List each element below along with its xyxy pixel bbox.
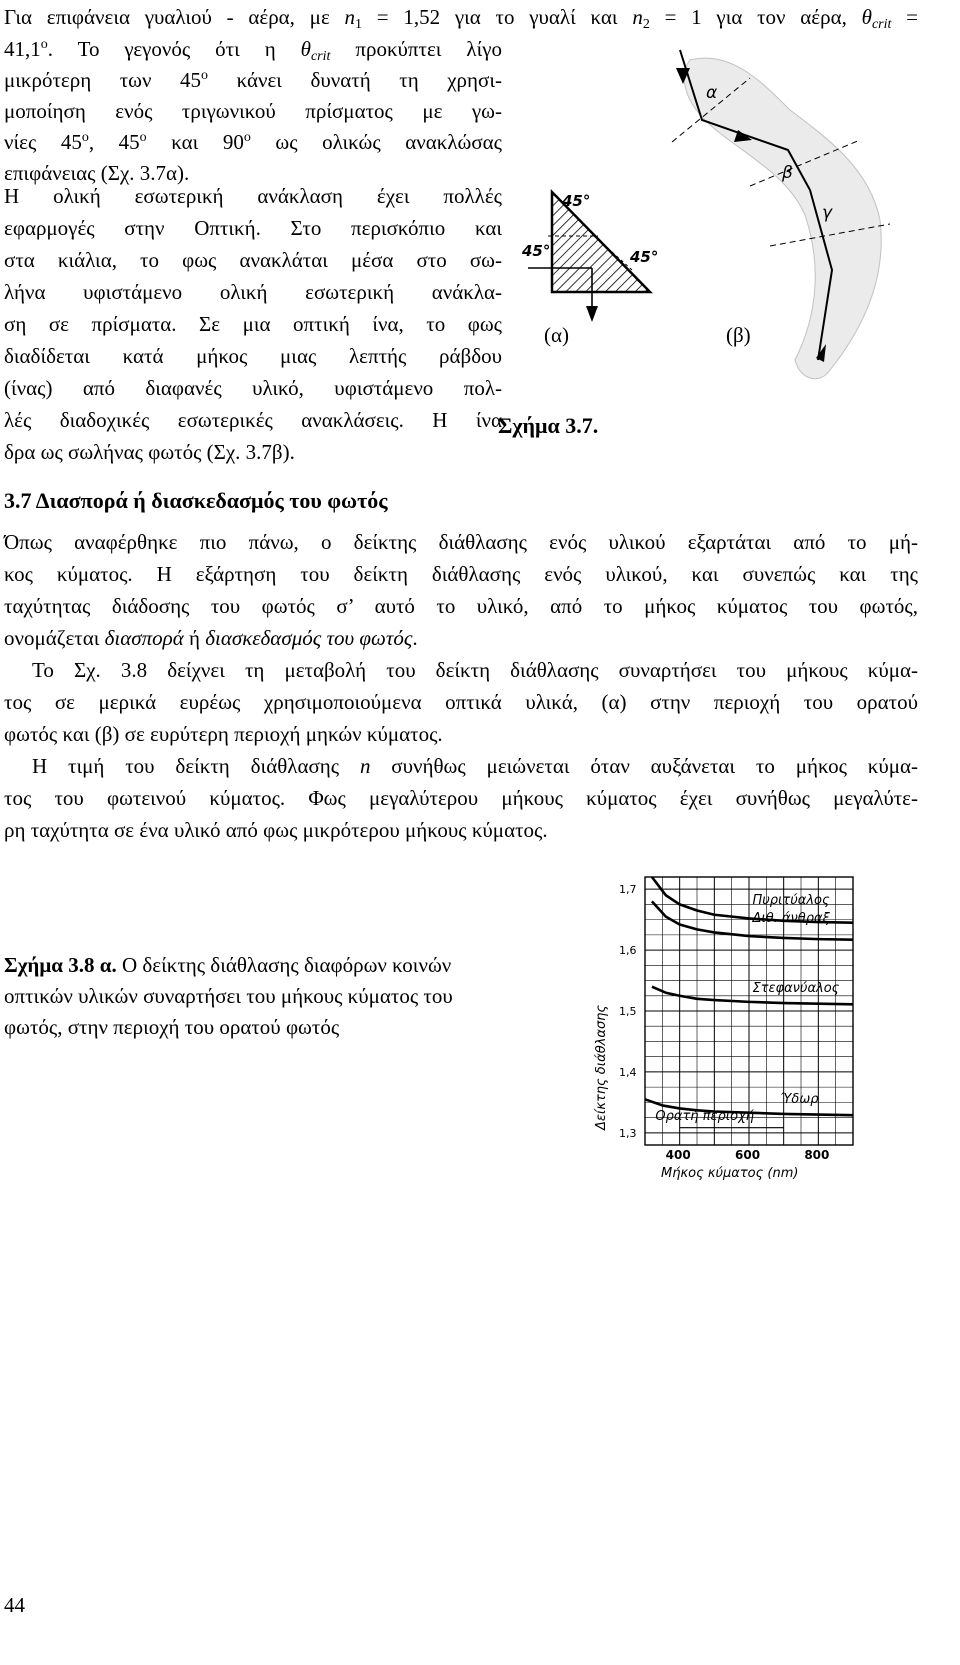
dispersion-chart bbox=[585, 855, 860, 1190]
fiber-outline bbox=[684, 58, 881, 379]
angle-alpha: α bbox=[706, 83, 718, 103]
text-line: Η τιμή του δείκτη διάθλασης n συνήθως μειώνεται όταν αυξάνεται το μήκος κύμα- bbox=[32, 754, 919, 778]
text-line: μικρότερη των $45^o$ κάνει δυνατή τη χρησι- bbox=[4, 68, 502, 92]
page-number: 44 bbox=[4, 1593, 25, 1617]
section-heading: 3.7 Διασπορά ή διασκεδασμός του φωτός bbox=[4, 488, 388, 513]
text-line: φωτός, στην περιοχή του ορατού φωτός bbox=[4, 1015, 340, 1039]
text-line: (ίνας) από διαφανές υλικό, υφιστάμενο πολ- bbox=[4, 376, 502, 400]
fiber-diagram bbox=[672, 50, 890, 379]
text-line: επιφάνειας (Σχ. 3.7α). bbox=[4, 161, 190, 185]
angle-label-right: 45° bbox=[630, 248, 659, 266]
y-tick-label: 1,4 bbox=[619, 1065, 637, 1079]
angle-beta: β bbox=[782, 163, 793, 183]
x-tick-label: 600 bbox=[735, 1148, 761, 1162]
text-line: κος κύματος. Η εξάρτηση του δείκτη διάθλασης ενός υλικού, και συνεπώς και της bbox=[4, 562, 918, 586]
text-line: μοποίηση ενός τριγωνικού πρίσματος με γω- bbox=[4, 99, 502, 123]
figure-3-8-caption: Σχήμα 3.8 α. Ο δείκτης διάθλασης διαφόρων κοινών bbox=[4, 953, 452, 977]
prism-diagram bbox=[521, 192, 658, 322]
text-line: τος του φωτεινού κύματος. Φως μεγαλύτερου μήκους κύματος έχει συνήθως μεγαλύτε- bbox=[4, 786, 918, 810]
text-line: ονομάζεται διασπορά ή διασκεδασμός του φωτός. bbox=[4, 626, 418, 650]
text-line: δρα ως σωλήνας φωτός (Σχ. 3.7β). bbox=[4, 440, 295, 464]
figure-3-7 bbox=[520, 40, 960, 440]
figure-label-a: (α) bbox=[544, 323, 569, 347]
text-line: Όπως αναφέρθηκε πιο πάνω, ο δείκτης διάθλασης ενός υλικού εξαρτάται από το μή- bbox=[4, 530, 918, 554]
y-tick-label: 1,3 bbox=[619, 1126, 637, 1140]
series-label: Ύδωρ bbox=[780, 1091, 819, 1107]
text-line: τος σε μερικά ευρέως χρησιμοποιούμενα οπτικά υλικά, (α) στην περιοχή του ορατού bbox=[4, 690, 918, 714]
visible-region-label: Ορατή περιοχή bbox=[655, 1109, 755, 1125]
text-line: ση σε πρίσματα. Σε μια οπτική ίνα, το φως bbox=[4, 312, 502, 336]
x-tick-label: 800 bbox=[804, 1148, 830, 1162]
series-label: Στεφανύαλος bbox=[752, 981, 840, 997]
figure-label-b: (β) bbox=[726, 323, 751, 347]
angle-label-left: 45° bbox=[522, 242, 551, 260]
text-line: ρη ταχύτητα σε ένα υλικό από φως μικρότερου μήκους κύματος. bbox=[4, 818, 548, 842]
text-line: $41,1^o$. Το γεγονός ότι η $\theta_{crit}$ προκύπτει λίγο bbox=[4, 37, 502, 64]
text-line: εφαρμογές στην Οπτική. Στο περισκόπιο και bbox=[4, 216, 502, 240]
x-tick-label: 400 bbox=[665, 1148, 691, 1162]
text-line: φωτός και (β) σε ευρύτερη περιοχή μηκών κύματος. bbox=[4, 722, 443, 746]
text-line: Για επιφάνεια γυαλιού - αέρα, με $n_1 = 1,52$ για το γυαλί και $n_2 = 1$ για τον αέρα, $\theta_{crit}$ = bbox=[4, 5, 919, 32]
text-line: διαδίδεται κατά μήκος μιας λεπτής ράβδου bbox=[4, 344, 502, 368]
text-line: ταχύτητας διάδοσης του φωτός σ’ αυτό το υλικό, από το μήκος κύματος του φωτός, bbox=[4, 594, 918, 618]
figure-caption: Σχήμα 3.7. bbox=[498, 413, 599, 438]
y-axis-title: Δείκτης διάθλασης bbox=[594, 1004, 609, 1130]
y-tick-label: 1,7 bbox=[619, 883, 637, 897]
text-line: οπτικών υλικών συναρτήσει του μήκους κύματος του bbox=[4, 984, 453, 1008]
chart-labels bbox=[594, 883, 840, 1181]
text-line: Το Σχ. 3.8 δείχνει τη μεταβολή του δείκτη διάθλασης συναρτήσει του μήκους κύμα- bbox=[32, 658, 918, 682]
text-line: λές διαδοχικές εσωτερικές ανακλάσεις. Η ίνα bbox=[4, 408, 502, 432]
angle-label-top: 45° bbox=[562, 192, 591, 210]
x-axis-title: Μήκος κύματος (nm) bbox=[661, 1166, 799, 1181]
text-line: λήνα υφιστάμενο ολική εσωτερική ανάκλα- bbox=[4, 280, 502, 304]
y-tick-label: 1,6 bbox=[619, 944, 637, 958]
series-label: Διθ. άνθραξ bbox=[752, 911, 830, 927]
text-line: στα κιάλια, το φως ανακλάται μέσα στο σω- bbox=[4, 248, 502, 272]
text-line: Η ολική εσωτερική ανάκλαση έχει πολλές bbox=[4, 184, 502, 208]
series-label: Πυριτύαλος bbox=[752, 892, 830, 908]
arrow-head bbox=[586, 306, 598, 322]
y-tick-label: 1,5 bbox=[619, 1005, 637, 1018]
angle-gamma: γ bbox=[822, 203, 833, 223]
text-line: νίες $45^o$, $45^o$ και $90^o$ ως ολικώς ανακλώσας bbox=[4, 130, 502, 154]
